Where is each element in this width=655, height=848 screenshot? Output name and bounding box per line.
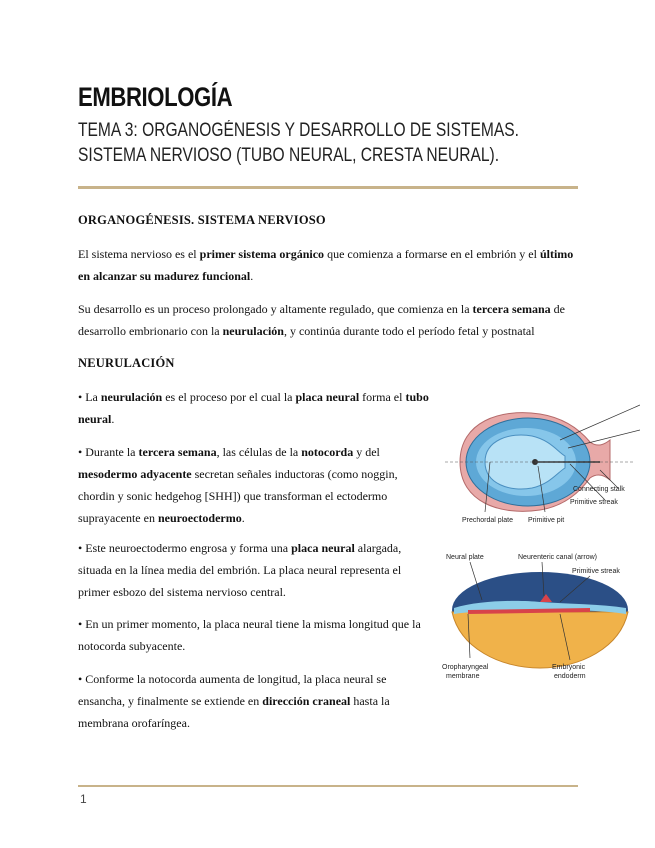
label-endoderm: endoderm	[554, 673, 586, 680]
section-heading-organogenesis: ORGANOGÉNESIS. SISTEMA NERVIOSO	[78, 213, 326, 227]
bullet-item	[78, 441, 433, 529]
bold-run: tercera semana	[472, 302, 551, 316]
yolk-sac	[452, 612, 628, 668]
label-primitive-streak: Primitive streak	[572, 568, 620, 575]
label-neural-plate: Neural plate	[446, 554, 484, 561]
document-title: EMBRIOLOGÍA	[78, 82, 233, 112]
bullet-item	[78, 668, 433, 734]
text-run: que comienza a formarse en el embrión y el	[324, 247, 540, 261]
text-run: • En un primer momento, la placa neural tiene la misma longitud que la notocorda subyacente.	[78, 617, 421, 653]
bold-run: tercera semana	[138, 445, 217, 459]
header-divider	[78, 186, 578, 189]
text-run: secretan señales inductoras (como noggin, chordin y sonic hedgehog [SHH]) que transforman el ectodermo suprayacente en	[78, 467, 398, 525]
text-run: • Este neuroectodermo engrosa y forma una	[78, 541, 292, 555]
bold-run: mesodermo adyacente	[78, 467, 192, 481]
label-membrane: membrane	[446, 673, 480, 680]
label-primitive-streak: Primitive streak	[570, 499, 618, 506]
label-primitive-pit: Primitive pit	[528, 517, 565, 524]
bullet-item	[78, 537, 433, 603]
bold-run: neuroectodermo	[157, 511, 242, 525]
bold-run: primer sistema orgánico	[199, 247, 325, 261]
text-run: Su desarrollo es un proceso prolongado y altamente regulado, que comienza en la	[78, 302, 473, 316]
bullet-item	[78, 386, 433, 430]
label-connecting-stalk: Connecting stalk	[573, 486, 625, 493]
text-run: • Durante la	[78, 445, 139, 459]
document-subtitle: TEMA 3: ORGANOGÉNESIS Y DESARROLLO DE SISTEMAS. SISTEMA NERVIOSO (TUBO NEURAL, CRESTA NEURAL).	[78, 120, 519, 166]
text-run: alargada, situada en la línea media del embrión. La placa neural representa el primer esbozo del sistema nervioso central.	[78, 541, 402, 599]
text-run: .	[111, 412, 115, 426]
bold-run: placa neural	[291, 541, 355, 555]
text-run: , las células de la	[216, 445, 302, 459]
label-oropharyngeal: Oropharyngeal	[442, 664, 489, 671]
text-run: El sistema nervioso es el	[78, 247, 200, 261]
bold-run: dirección craneal	[262, 694, 351, 708]
leader-line	[560, 405, 640, 440]
page-number: 1	[80, 792, 87, 806]
text-run: , y continúa durante todo el período fetal y postnatal	[283, 324, 535, 338]
label-embryonic: Embryonic	[552, 664, 586, 671]
text-run: • La	[78, 390, 101, 404]
figure-embryonic-disc-svg	[440, 400, 640, 530]
section-heading-neurulation: NEURULACIÓN	[78, 356, 175, 370]
label-prechordal-plate: Prechordal plate	[462, 517, 513, 524]
bold-run: tubo neural	[78, 390, 429, 426]
bold-run: neurulación	[222, 324, 284, 338]
figure-embryonic-disc	[440, 400, 640, 530]
text-run: y del	[353, 445, 380, 459]
text-run: .	[241, 511, 245, 525]
figure-sagittal-section-svg	[440, 548, 640, 686]
bullet-item	[78, 613, 433, 657]
bold-run: placa neural	[295, 390, 360, 404]
text-run: de desarrollo embrionario con la	[78, 302, 565, 338]
bold-run: notocorda	[301, 445, 354, 459]
text-run: .	[250, 269, 254, 283]
label-neurenteric-canal: Neurenteric canal (arrow)	[518, 554, 597, 561]
figure-sagittal-section	[440, 548, 640, 686]
text-run: • Conforme la notocorda aumenta de longitud, la placa neural se ensancha, y finalmente se extiende en	[78, 672, 387, 708]
paragraph-intro	[78, 243, 580, 287]
bold-run: neurulación	[100, 390, 163, 404]
text-run: hasta la membrana orofaríngea.	[78, 694, 390, 730]
bold-run: último en alcanzar su madurez funcional	[78, 247, 574, 283]
text-run: forma el	[359, 390, 406, 404]
paragraph-development	[78, 298, 580, 342]
text-run: es el proceso por el cual la	[162, 390, 296, 404]
footer-divider	[78, 785, 578, 787]
